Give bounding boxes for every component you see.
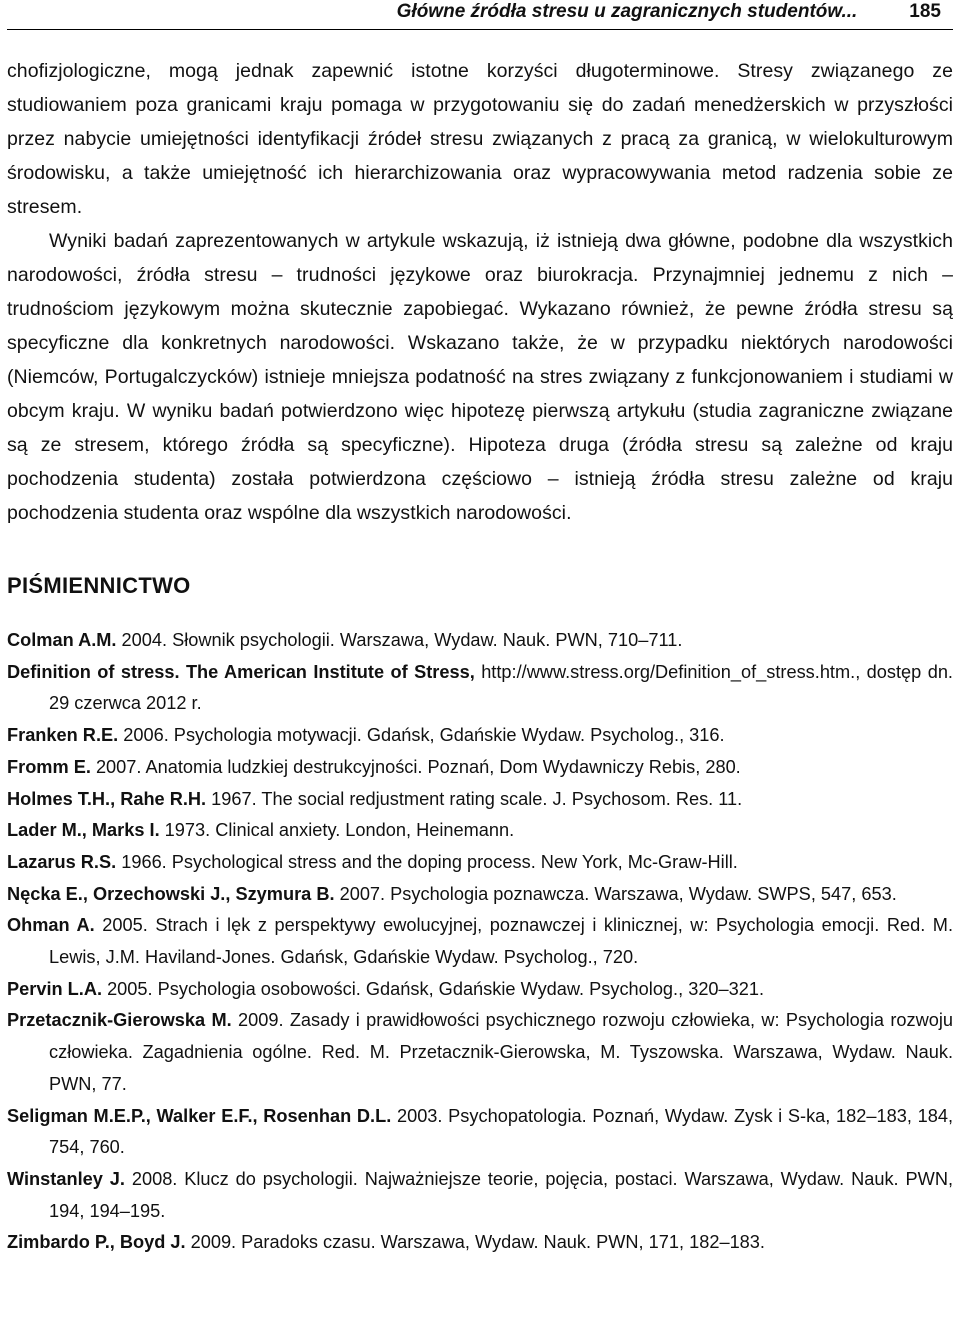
reference-details: 2007. Anatomia ludzkiej destrukcyjności. Poznań, Dom Wydawniczy Rebis, 280. [90,756,741,777]
reference-authors: Colman A.M. [7,630,117,650]
reference-details: 1973. Clinical anxiety. London, Heinemann. [159,820,515,841]
section-title: PIŚMIENNICTWO [7,573,191,598]
reference-details: 2009. Zasady i prawidłowości psychicznego rozwoju człowieka, w: Psychologia rozwoju człowieka. Zagadnienia ogólne. Red. M. Przetacznik-Gierowska, M. Tyszowska. Warszawa, Wydaw. Nauk. PWN, 77. [49,1010,953,1094]
reference-authors: Nęcka E., Orzechowski J., Szymura B. [7,883,335,904]
page-number: 185 [909,1,941,22]
reference-authors: Lader M., Marks I. [7,820,160,841]
reference-details: 2006. Psychologia motywacji. Gdańsk, Gdańskie Wydaw. Psycholog., 316. [118,725,725,746]
reference-details: 2009. Paradoks czasu. Warszawa, Wydaw. Nauk. PWN, 171, 182–183. [185,1232,765,1253]
reference-details: 2003. Psychopatologia. Poznań, Wydaw. Zysk i S-ka, 182–183, 184, 754, 760. [49,1105,953,1158]
reference-authors: Zimbardo P., Boyd J. [7,1232,186,1253]
reference-authors: Pervin L.A. [7,978,103,999]
reference-authors: Franken R.E. [7,725,119,746]
document-page [7,0,953,1259]
reference-authors: Ohman A. [7,915,95,936]
reference-entry [7,752,953,784]
reference-authors: Fromm E. [7,756,91,777]
reference-entry [7,625,953,657]
reference-entry [7,657,953,720]
reference-authors: Przetacznik-Gierowska M. [7,1010,232,1031]
reference-entry [7,910,953,973]
reference-authors: Definition of stress. The American Institute of Stress, [7,661,475,682]
reference-authors: Lazarus R.S. [7,851,117,872]
reference-details: 2005. Strach i lęk z perspektywy ewolucyjnej, poznawczej i klinicznej, w: Psychologia emocji. Red. M. Lewis, J.M. Haviland-Jones. Gdańsk, Gdańskie Wydaw. Psycholog., 720. [49,915,953,968]
reference-entry [7,720,953,752]
reference-authors: Winstanley J. [7,1168,125,1189]
reference-entry [7,784,953,816]
reference-list [7,625,953,1259]
reference-details: 2004. Słownik psychologii. Warszawa, Wydaw. Nauk. PWN, 710–711. [116,630,683,650]
reference-details: 2005. Psychologia osobowości. Gdańsk, Gdańskie Wydaw. Psycholog., 320–321. [102,978,765,999]
reference-entry [7,1164,953,1227]
reference-entry [7,1101,953,1164]
reference-entry [7,1005,953,1100]
body-paragraph-2: Wyniki badań zaprezentowanych w artykule wskazują, iż istnieją dwa główne, podobne dla wszystkich narodowości, źródła stresu – trudności językowe oraz biurokracja. Przynajmniej jednemu z nich – trudnościom językowym można skutecznie zapobiegać. Wykazano również, że pewne źródła stresu są specyficzne dla konkretnych narodowości. Wskazano także, że w przypadku niektórych narodowości (Niemców, Portugalczycków) istnieje mniejsza podatność na stres związany z funkcjonowaniem i studiami w obcym kraju. W wyniku badań potwierdzono więc hipotezę pierwszą artykułu (studia zagraniczne związane są ze stresem, którego źródła są specyficzne). Hipoteza druga (źródła stresu są zależne od kraju pochodzenia studenta) została potwierdzona częściowo – istnieją źródła stresu zależne od kraju pochodzenia studenta oraz wspólne dla wszystkich narodowości. [7,230,953,524]
reference-details: 1967. The social redjustment rating scale. J. Psychosom. Res. 11. [206,788,743,809]
body-paragraph-1: chofizjologiczne, mogą jednak zapewnić istotne korzyści długoterminowe. Stresy związanego ze studiowaniem poza granicami kraju pomaga w przygotowaniu się do zadań menedżerskich w przyszłości przez nabycie umiejętności identyfikacji źródeł stresu związanych z pracą za granicą, w wielokulturowym środowisku, a także umiejętność ich hierarchizowania oraz wypracowywania metod radzenia sobie ze stresem. [7,60,953,218]
reference-authors: Seligman M.E.P., Walker E.F., Rosenhan D.L. [7,1105,392,1126]
reference-entry [7,974,953,1006]
reference-details: http://www.stress.org/Definition_of_stress.htm., dostęp dn. 29 czerwca 2012 r. [49,661,953,714]
reference-details: 2007. Psychologia poznawcza. Warszawa, Wydaw. SWPS, 547, 653. [334,883,897,904]
reference-entry [7,879,953,911]
reference-entry [7,1227,953,1259]
reference-details: 2008. Klucz do psychologii. Najważniejsze teorie, pojęcia, postaci. Warszawa, Wydaw. Nauk. PWN, 194, 194–195. [49,1168,954,1221]
reference-entry [7,815,953,847]
body-text [7,54,953,530]
running-header-title: Główne źródła stresu u zagranicznych studentów... [396,1,858,22]
running-header [7,0,953,30]
reference-authors: Holmes T.H., Rahe R.H. [7,788,207,809]
reference-details: 1966. Psychological stress and the doping process. New York, Mc-Graw-Hill. [116,851,738,872]
reference-entry [7,847,953,879]
